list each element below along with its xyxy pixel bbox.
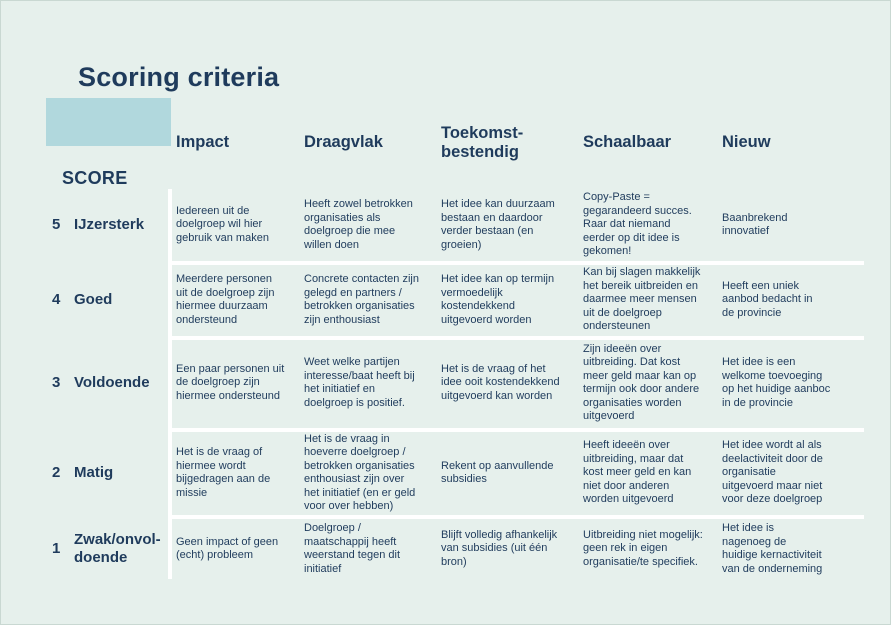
- score-label: Voldoende: [74, 374, 150, 391]
- score-header: SCORE: [62, 168, 128, 188]
- column-header-toekomstbestendig: Toekomst- bestendig: [441, 124, 524, 161]
- page-title: Scoring criteria: [78, 62, 280, 92]
- score-number: 1: [52, 540, 61, 557]
- column-header-impact: Impact: [176, 133, 230, 151]
- column-header-draagvlak: Draagvlak: [304, 133, 383, 151]
- criteria-cell: Heeft een uniek aanbod bedacht in de provincie: [722, 279, 813, 319]
- criteria-cell: Baanbrekend innovatief: [722, 211, 788, 237]
- criteria-cell: Het is de vraag in hoeverre doelgroep / betrokken organisaties enthousiast zijn over het initiatief (en er geld voor over hebben): [304, 432, 416, 512]
- criteria-cell: Heeft ideeën over uitbreiding, maar dat kost meer geld en kan niet door anderen worden uitgevoerd: [583, 439, 692, 506]
- criteria-cell: Copy-Paste = gegarandeerd succes. Raar dat niemand eerder op dit idee is gekomen!: [583, 191, 692, 258]
- row-divider: [168, 515, 864, 519]
- criteria-cell: Zijn ideeën over uitbreiding. Dat kost meer geld maar kan op termijn ook door andere organisaties worden uitgevoerd: [583, 342, 700, 422]
- criteria-cell: Iedereen uit de doelgroep wil hier gebruik van maken: [176, 204, 269, 244]
- score-label: IJzersterk: [74, 216, 145, 233]
- criteria-cell: Geen impact of geen (echt) probleem: [176, 535, 279, 561]
- criteria-cell: Meerdere personen uit de doelgroep zijn hiermee duurzaam ondersteund: [176, 273, 275, 326]
- criteria-cell: Een paar personen uit de doelgroep zijn hiermee ondersteund: [176, 362, 285, 402]
- criteria-cell: Het is de vraag of het idee ooit kostendekkend uitgevoerd kan worden: [441, 362, 560, 402]
- column-divider: [168, 189, 172, 579]
- criteria-cell: Het is de vraag of hiermee wordt bijgedragen aan de missie: [176, 446, 271, 499]
- criteria-cell: Het idee kan op termijn vermoedelijk kostendekkend uitgevoerd worden: [441, 273, 555, 326]
- criteria-cell: Kan bij slagen makkelijk het bereik uitbreiden en daarmee meer mensen uit de doelgroep ondersteunen: [583, 266, 701, 333]
- score-number: 2: [52, 464, 61, 481]
- criteria-cell: Uitbreiding niet mogelijk: geen rek in eigen organisatie/te specifiek.: [583, 528, 703, 568]
- score-number: 5: [52, 216, 61, 233]
- column-header-schaalbaar: Schaalbaar: [583, 133, 672, 151]
- criteria-cell: Het idee is nagenoeg de huidige kernactiviteit van de onderneming: [722, 522, 823, 575]
- criteria-cell: Heeft zowel betrokken organisaties als doelgroep die mee willen doen: [304, 198, 413, 251]
- row-divider: [168, 261, 864, 265]
- score-label: Goed: [74, 291, 113, 308]
- criteria-cell: Weet welke partijen interesse/baat heeft bij het initiatief en doelgroep is positief.: [304, 356, 415, 409]
- header-accent-block: [46, 98, 171, 146]
- criteria-cell: Het idee is een welkome toevoeging op het huidige aanboc in de provincie: [722, 356, 831, 409]
- criteria-cell: Blijft volledig afhankelijk van subsidies (uit één bron): [441, 528, 558, 568]
- criteria-cell: Doelgroep / maatschappij heeft weerstand tegen dit initiatief: [304, 522, 401, 575]
- score-label: Matig: [74, 464, 114, 481]
- score-number: 3: [52, 374, 61, 391]
- criteria-cell: Het idee kan duurzaam bestaan en daardoor verder bestaan (en groeien): [441, 198, 555, 251]
- score-number: 4: [52, 291, 61, 308]
- row-divider: [168, 336, 864, 340]
- criteria-cell: Rekent op aanvullende subsidies: [441, 459, 554, 485]
- score-label: Zwak/onvol- doende: [74, 531, 161, 566]
- criteria-cell: Het idee wordt al als deelactiviteit door de organisatie uitgevoerd maar niet voor deze doelgroep: [722, 439, 823, 506]
- column-header-nieuw: Nieuw: [722, 133, 771, 151]
- criteria-cell: Concrete contacten zijn gelegd en partners / betrokken organisaties zijn enthousiast: [304, 273, 419, 326]
- row-divider: [168, 428, 864, 432]
